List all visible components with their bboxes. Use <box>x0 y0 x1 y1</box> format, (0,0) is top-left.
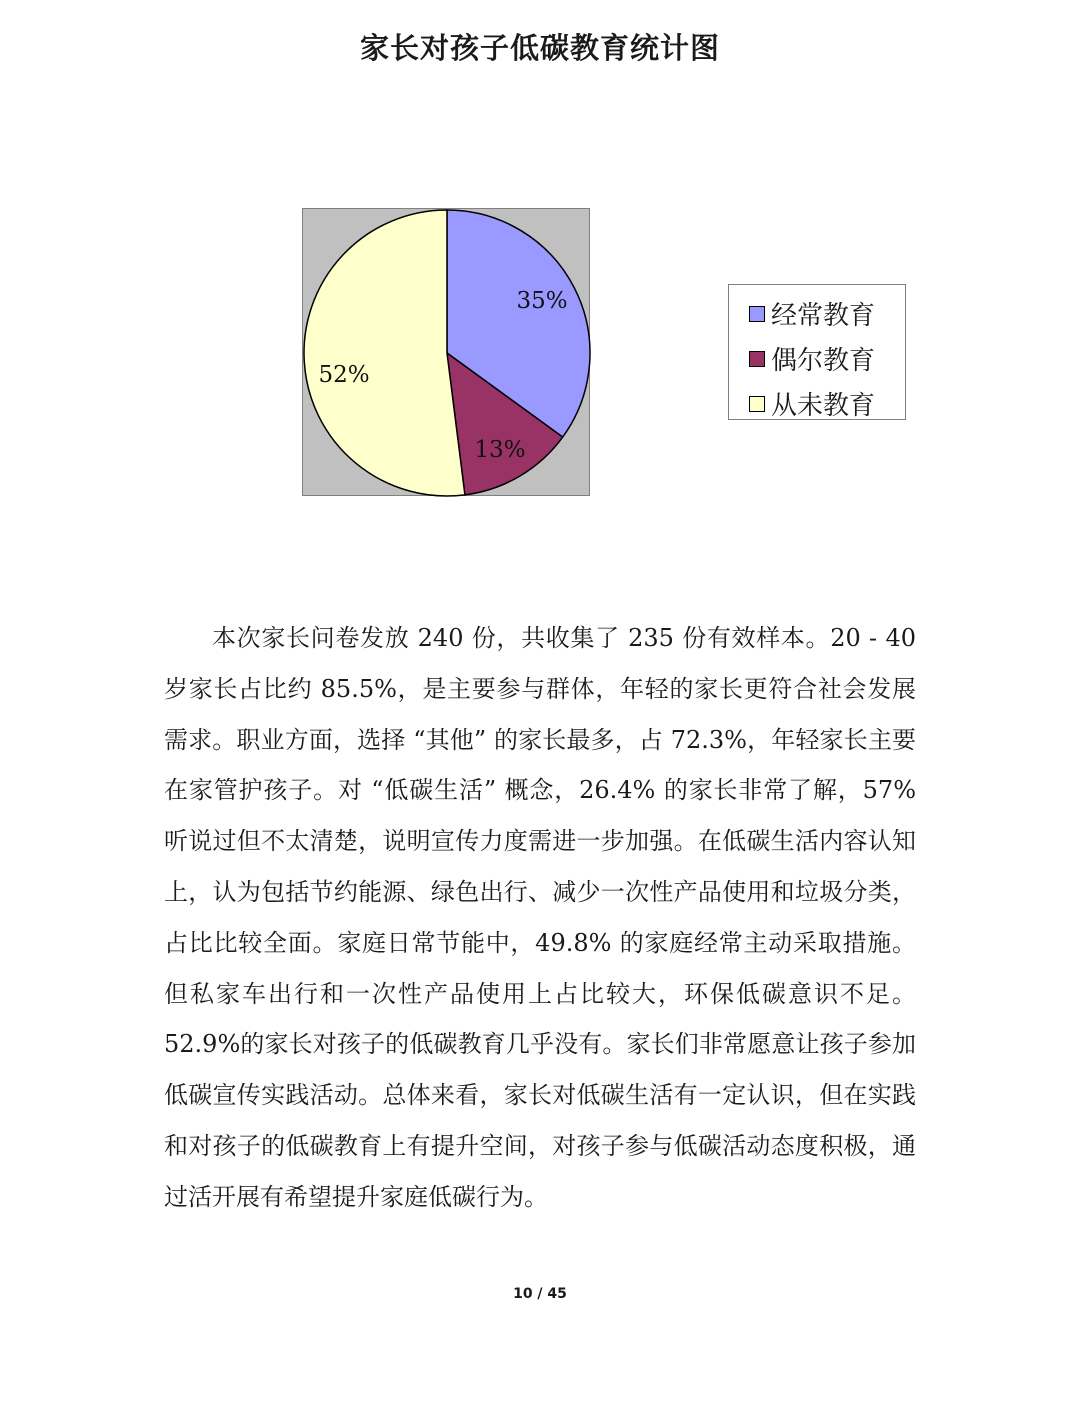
pie-label-occasional: 13% <box>474 437 526 463</box>
page-number: 10 / 45 <box>513 1286 567 1302</box>
legend-swatch-occasional <box>749 351 765 367</box>
legend-item-never <box>749 381 905 426</box>
legend-item-frequent <box>749 291 905 336</box>
pie-chart <box>302 208 590 496</box>
legend-label-occasional: 偶尔教育 <box>771 346 876 376</box>
pie-slice-never <box>304 210 465 496</box>
legend-item-occasional <box>749 336 905 381</box>
legend-swatch-never <box>749 396 765 412</box>
page-title: 家长对孩子低碳教育统计图 <box>359 31 720 65</box>
pie-chart-svg <box>303 209 591 497</box>
legend-label-frequent: 经常教育 <box>771 301 876 331</box>
body-paragraph: 本次家长问卷发放 240 份，共收集了 235 份有效样本。20 - 40 岁家长占比约 85.5%，是主要参与群体，年轻的家长更符合社会发展需求。职业方面，选择 “其他” 的家长最多，占 72.3%，年轻家长主要在家管护孩子。对 “低碳生活” 概念，26.4% 的家长非常了解，57% 听说过但不太清楚，说明宣传力度需进一步加强。在低碳生活内容认知上，认为包括节约能源、绿色出行、减少一次性产品使用和垃圾分类，占比比较全面。家庭日常节能中，49.8% 的家庭经常主动采取措施。但私家车出行和一次性产品使用上占比较大，环保低碳意识不足。52.9%的家长对孩子的低碳教育几乎没有。家长们非常愿意让孩子参加低碳宣传实践活动。总体来看，家长对低碳生活有一定认识，但在实践和对孩子的低碳教育上有提升空间，对孩子参与低碳活动态度积极，通过活开展有希望提升家庭低碳行为。 <box>164 624 916 1211</box>
pie-label-frequent: 35% <box>516 288 568 314</box>
legend-swatch-frequent <box>749 306 765 322</box>
legend-label-never: 从未教育 <box>771 391 876 421</box>
pie-label-never: 52% <box>318 362 370 388</box>
chart-legend <box>728 284 906 420</box>
